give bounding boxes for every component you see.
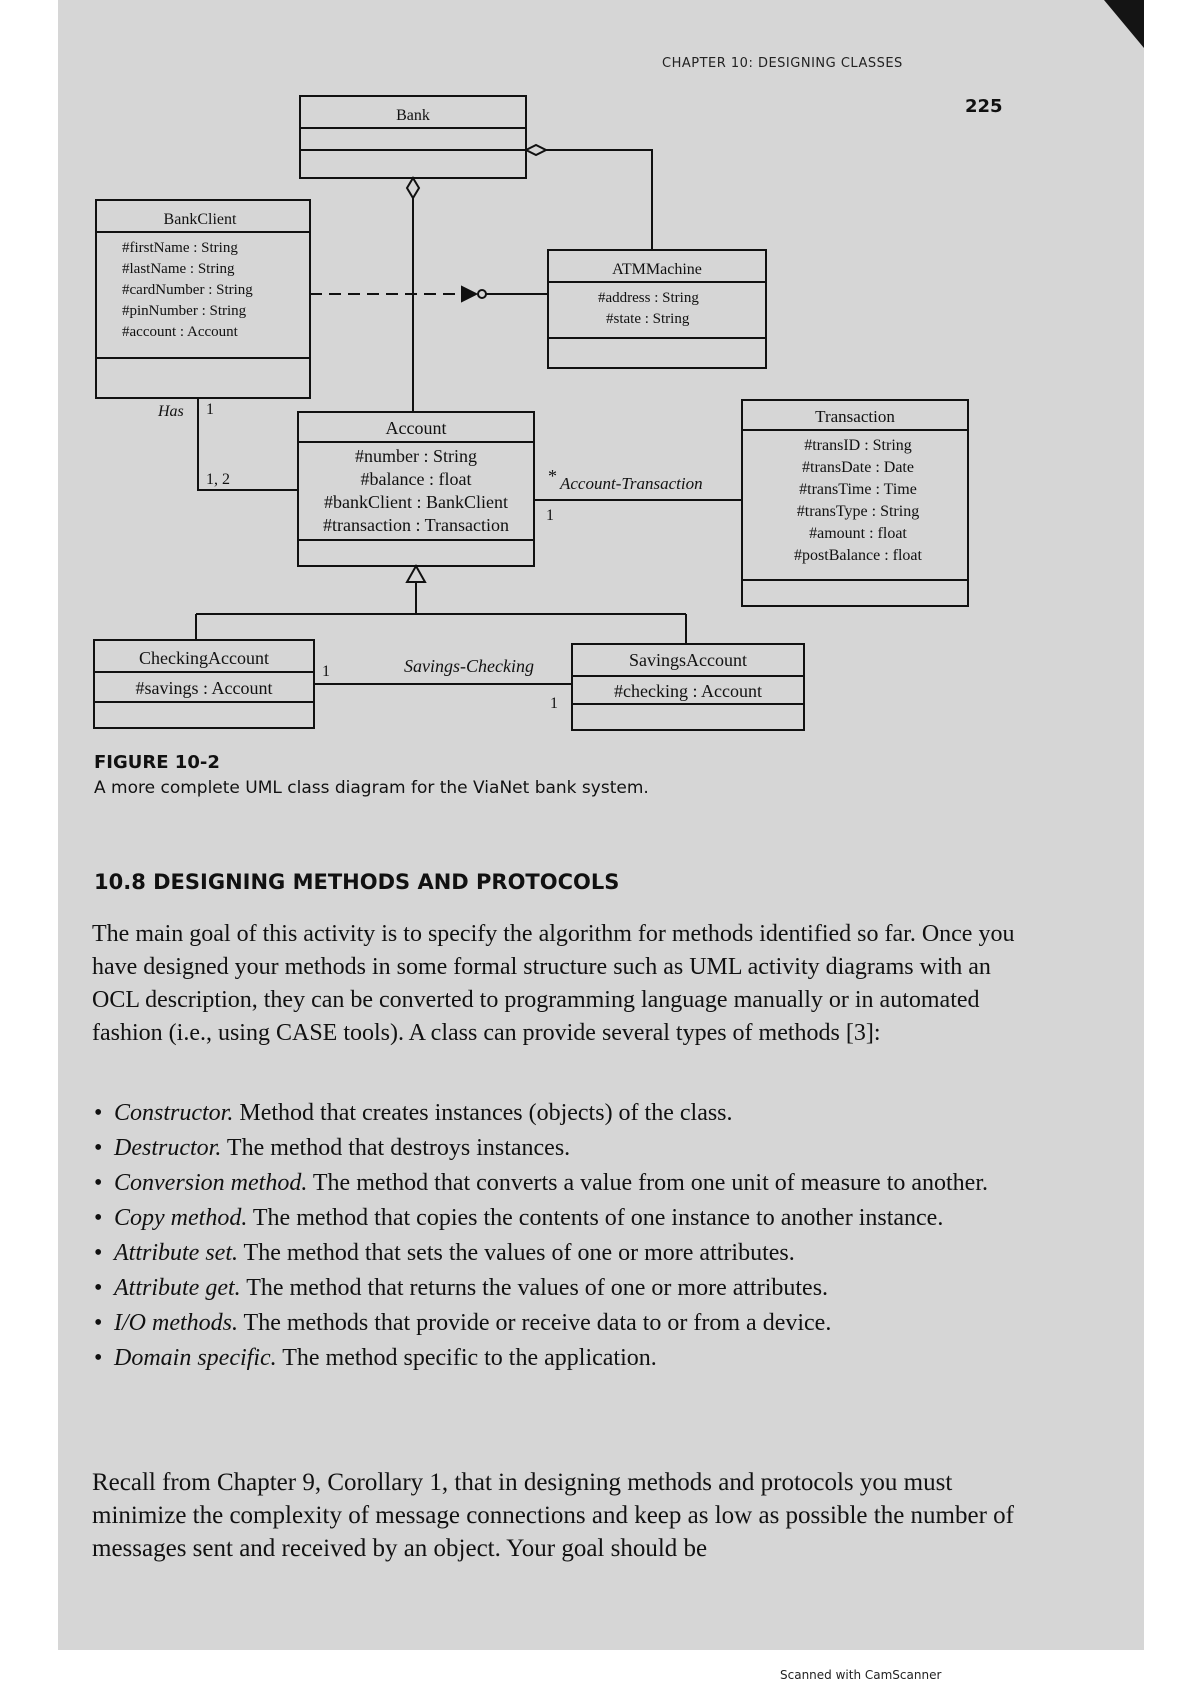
list-item-text: The method that destroys instances.	[221, 1135, 571, 1161]
list-item-text: Method that creates instances (objects) of the class.	[233, 1100, 733, 1126]
transaction-attr: #transTime : Time	[799, 481, 917, 498]
closing-paragraph: Recall from Chapter 9, Corollary 1, that in designing methods and protocols you must minimize the complexity of message connections and keep as low as possible the number of messages sent and received by an object. Your goal should be	[92, 1469, 1014, 1562]
list-item-term: Domain specific.	[114, 1345, 277, 1371]
list-item-term: Conversion method.	[114, 1170, 308, 1196]
savings-attr: #checking : Account	[614, 681, 762, 701]
account-attr: #transaction : Transaction	[323, 515, 509, 535]
acct-trans-multiplicity-one: 1	[546, 507, 554, 524]
bankclient-attr: #cardNumber : String	[122, 282, 253, 298]
bank-class	[300, 96, 526, 178]
figure-label: FIGURE 10-2	[94, 752, 220, 773]
transaction-attr: #transDate : Date	[802, 459, 914, 476]
method-types-list	[92, 1097, 1042, 1377]
bank-class-name: Bank	[396, 107, 430, 124]
sav-chk-multiplicity-right: 1	[550, 695, 558, 712]
scanner-watermark: Scanned with CamScanner	[780, 1668, 942, 1682]
account-attr: #bankClient : BankClient	[324, 492, 508, 512]
list-item-term: Constructor.	[114, 1100, 234, 1126]
bankclient-attr: #lastName : String	[122, 261, 235, 277]
list-item-term: Attribute set.	[114, 1240, 238, 1266]
list-item-term: Copy method.	[114, 1205, 248, 1231]
acct-trans-multiplicity-star: *	[548, 466, 557, 486]
list-item	[92, 1307, 1042, 1340]
list-item-term: Attribute get.	[114, 1275, 241, 1301]
has-multiplicity-one: 1	[206, 401, 214, 418]
transaction-attr: #postBalance : float	[794, 547, 922, 564]
sav-chk-multiplicity-left: 1	[322, 663, 330, 680]
bankclient-atm-dependency	[310, 287, 548, 301]
transaction-attr: #transType : String	[796, 503, 920, 520]
list-item-text: The method that returns the values of one or more attributes.	[240, 1275, 829, 1301]
atm-attr: #address : String	[598, 290, 699, 306]
bankclient-attr: #firstName : String	[122, 240, 238, 256]
account-attr: #balance : float	[360, 469, 472, 489]
list-item	[92, 1272, 1042, 1305]
checkingaccount-class	[94, 640, 314, 728]
account-attr: #number : String	[355, 446, 477, 466]
checking-class-name: CheckingAccount	[139, 648, 269, 668]
transaction-attr: #transID : String	[804, 437, 912, 454]
list-item	[92, 1097, 1042, 1130]
transaction-attr: #amount : float	[809, 525, 907, 542]
bank-atm-aggregation	[526, 145, 652, 250]
page-number: 225	[965, 96, 1003, 117]
atm-attr: #state : String	[606, 311, 690, 327]
has-multiplicity-many: 1, 2	[206, 471, 230, 488]
uml-class-diagram	[0, 0, 1200, 760]
intro-paragraph: The main goal of this activity is to specify the algorithm for methods identified so far. Once you have designed your methods in some formal structure such as UML activity diagrams with an OCL description, they can be converted to programming language manually or in automated fashion (i.e., using CASE tools). A class can provide several types of methods [3]:	[92, 921, 1015, 1046]
list-item-text: The method that converts a value from one unit of measure to another.	[307, 1170, 988, 1196]
bankclient-class-name: BankClient	[163, 211, 237, 228]
bankclient-attr: #account : Account	[122, 324, 238, 340]
list-item-term: I/O methods.	[114, 1310, 238, 1336]
savings-checking-association	[314, 656, 572, 712]
list-item-text: The method that sets the values of one or more attributes.	[237, 1240, 795, 1266]
has-association	[157, 398, 298, 490]
account-class	[298, 412, 534, 566]
transaction-class-name: Transaction	[815, 407, 895, 426]
list-item	[92, 1167, 1042, 1200]
acct-trans-label: Account-Transaction	[560, 474, 703, 493]
atm-class-name: ATMMachine	[612, 261, 702, 278]
running-header: CHAPTER 10: DESIGNING CLASSES	[662, 56, 903, 71]
list-item	[92, 1202, 1042, 1235]
transaction-class	[742, 400, 968, 606]
list-item-text: The methods that provide or receive data to or from a device.	[237, 1310, 832, 1336]
savings-class-name: SavingsAccount	[629, 650, 747, 670]
checking-attr: #savings : Account	[135, 678, 273, 698]
figure-caption: A more complete UML class diagram for the ViaNet bank system.	[94, 778, 649, 798]
atmmachine-class	[548, 250, 766, 368]
list-item-term: Destructor.	[114, 1135, 222, 1161]
list-item-text: The method specific to the application.	[276, 1345, 657, 1371]
account-transaction-association	[534, 466, 742, 524]
bankclient-class	[96, 200, 310, 398]
section-heading: 10.8 DESIGNING METHODS AND PROTOCOLS	[94, 870, 620, 894]
list-item	[92, 1237, 1042, 1270]
list-item-text: The method that copies the contents of one instance to another instance.	[247, 1205, 944, 1231]
list-item	[92, 1132, 1042, 1165]
sav-chk-label: Savings-Checking	[404, 656, 534, 676]
savingsaccount-class	[572, 644, 804, 730]
account-class-name: Account	[385, 418, 447, 438]
bankclient-attr: #pinNumber : String	[122, 303, 247, 319]
has-label: Has	[158, 403, 184, 420]
account-generalization	[196, 566, 686, 644]
list-item	[92, 1342, 1042, 1375]
